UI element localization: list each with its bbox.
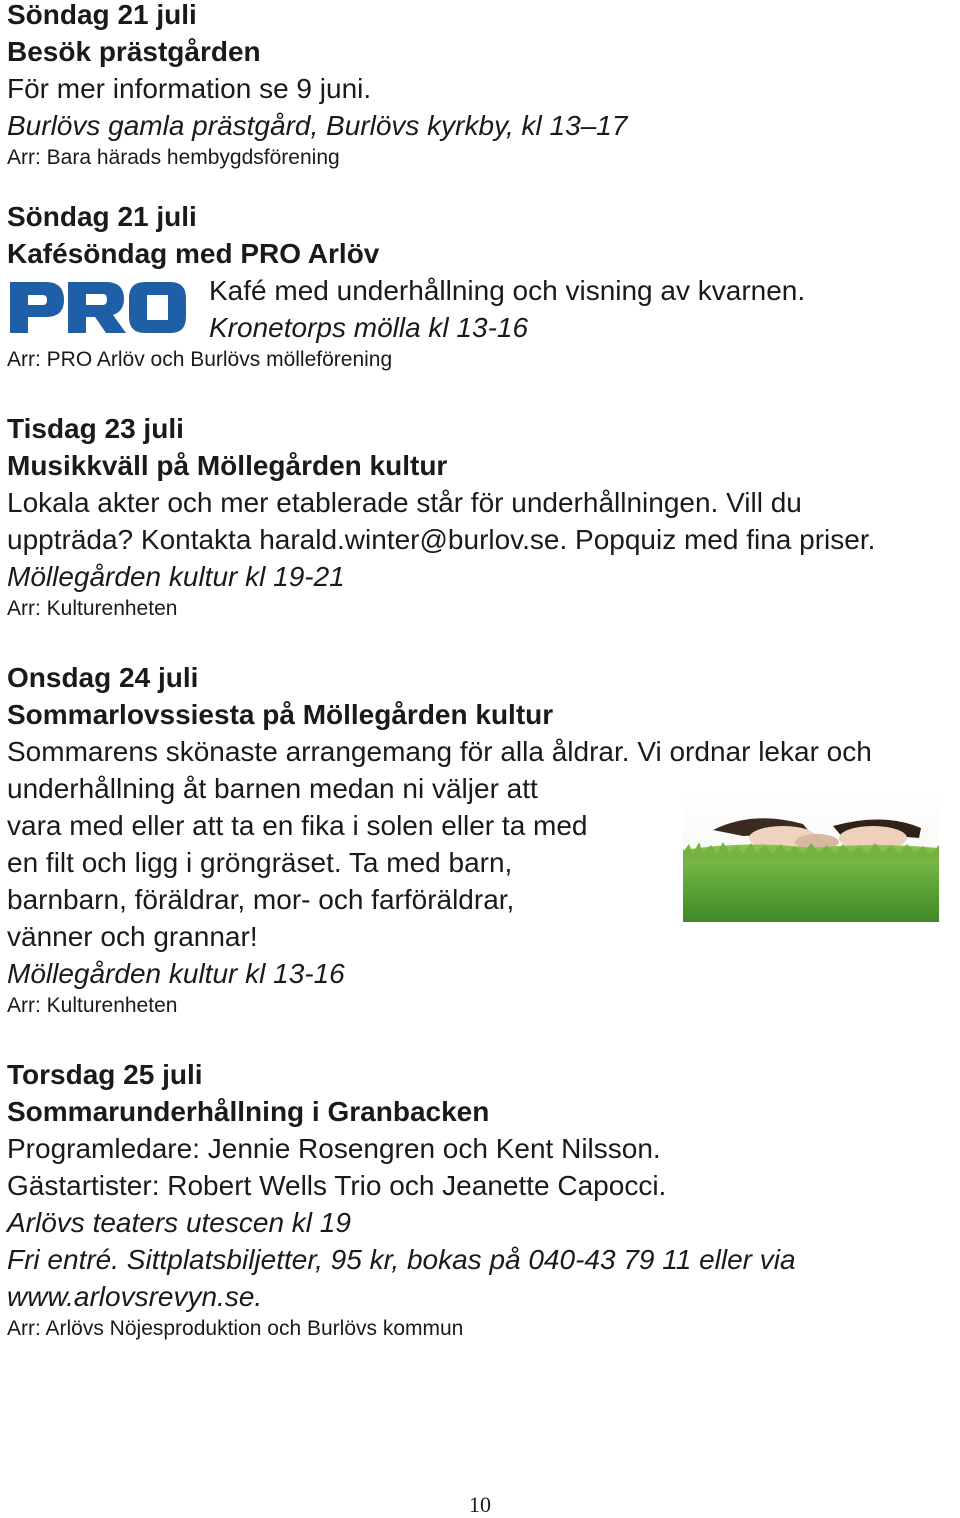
event-description: Sommarens skönaste arrangemang för alla åldrar. Vi ordnar lekar och [7,736,872,767]
event-description: Kafé med underhållning och visning av kvarnen. [209,275,806,306]
pro-logo [8,280,188,335]
event-description: en filt och ligg i gröngräset. Ta med barn, [7,847,513,878]
event-description: uppträda? Kontakta harald.winter@burlov.se. Popquiz med fina priser. [7,524,876,555]
event-description: vänner och grannar! [7,921,258,952]
event-organizer: Arr: Kulturenheten [7,994,178,1017]
event-organizer: Arr: Kulturenheten [7,597,178,620]
event-date: Söndag 21 juli [7,0,197,30]
event-title: Sommarlovssiesta på Möllegården kultur [7,699,554,730]
event-title: Sommarunderhållning i Granbacken [7,1096,490,1127]
page-number: 10 [469,1492,491,1517]
event-date: Tisdag 23 juli [7,413,184,444]
event-place: Arlövs teaters utescen kl 19 [7,1207,351,1238]
event-place: Burlövs gamla prästgård, Burlövs kyrkby, kl 13–17 [7,110,628,141]
event-place: Möllegården kultur kl 13-16 [7,958,345,989]
event-description: Lokala akter och mer etablerade står för underhållningen. Vill du [7,487,802,518]
event-description: barnbarn, föräldrar, mor- och farföräldrar, [7,884,515,915]
event-description: underhållning åt barnen medan ni väljer att [7,773,538,804]
event-booking-info: Fri entré. Sittplatsbiljetter, 95 kr, bokas på 040-43 79 11 eller via [7,1244,796,1275]
event-website: www.arlovsrevyn.se. [7,1281,263,1312]
event-date: Torsdag 25 juli [7,1059,203,1090]
event-title: Besök prästgården [7,36,261,67]
event-title: Musikkväll på Möllegården kultur [7,450,448,481]
event-date: Onsdag 24 juli [7,662,199,693]
event-organizer: Arr: Bara härads hembygdsförening [7,146,340,169]
event-organizer: Arr: PRO Arlöv och Burlövs mölleförening [7,348,393,371]
event-description: Programledare: Jennie Rosengren och Kent Nilsson. [7,1133,661,1164]
event-title: Kafésöndag med PRO Arlöv [7,238,380,269]
event-place: Möllegården kultur kl 19-21 [7,561,345,592]
event-description: Gästartister: Robert Wells Trio och Jeanette Capocci. [7,1170,667,1201]
event-date: Söndag 21 juli [7,201,197,232]
event-description: För mer information se 9 juni. [7,73,372,104]
event-organizer: Arr: Arlövs Nöjesproduktion och Burlövs kommun [7,1317,464,1340]
event-place: Kronetorps mölla kl 13-16 [209,312,529,343]
grass-photo [683,790,939,922]
event-description: vara med eller att ta en fika i solen eller ta med [7,810,588,841]
